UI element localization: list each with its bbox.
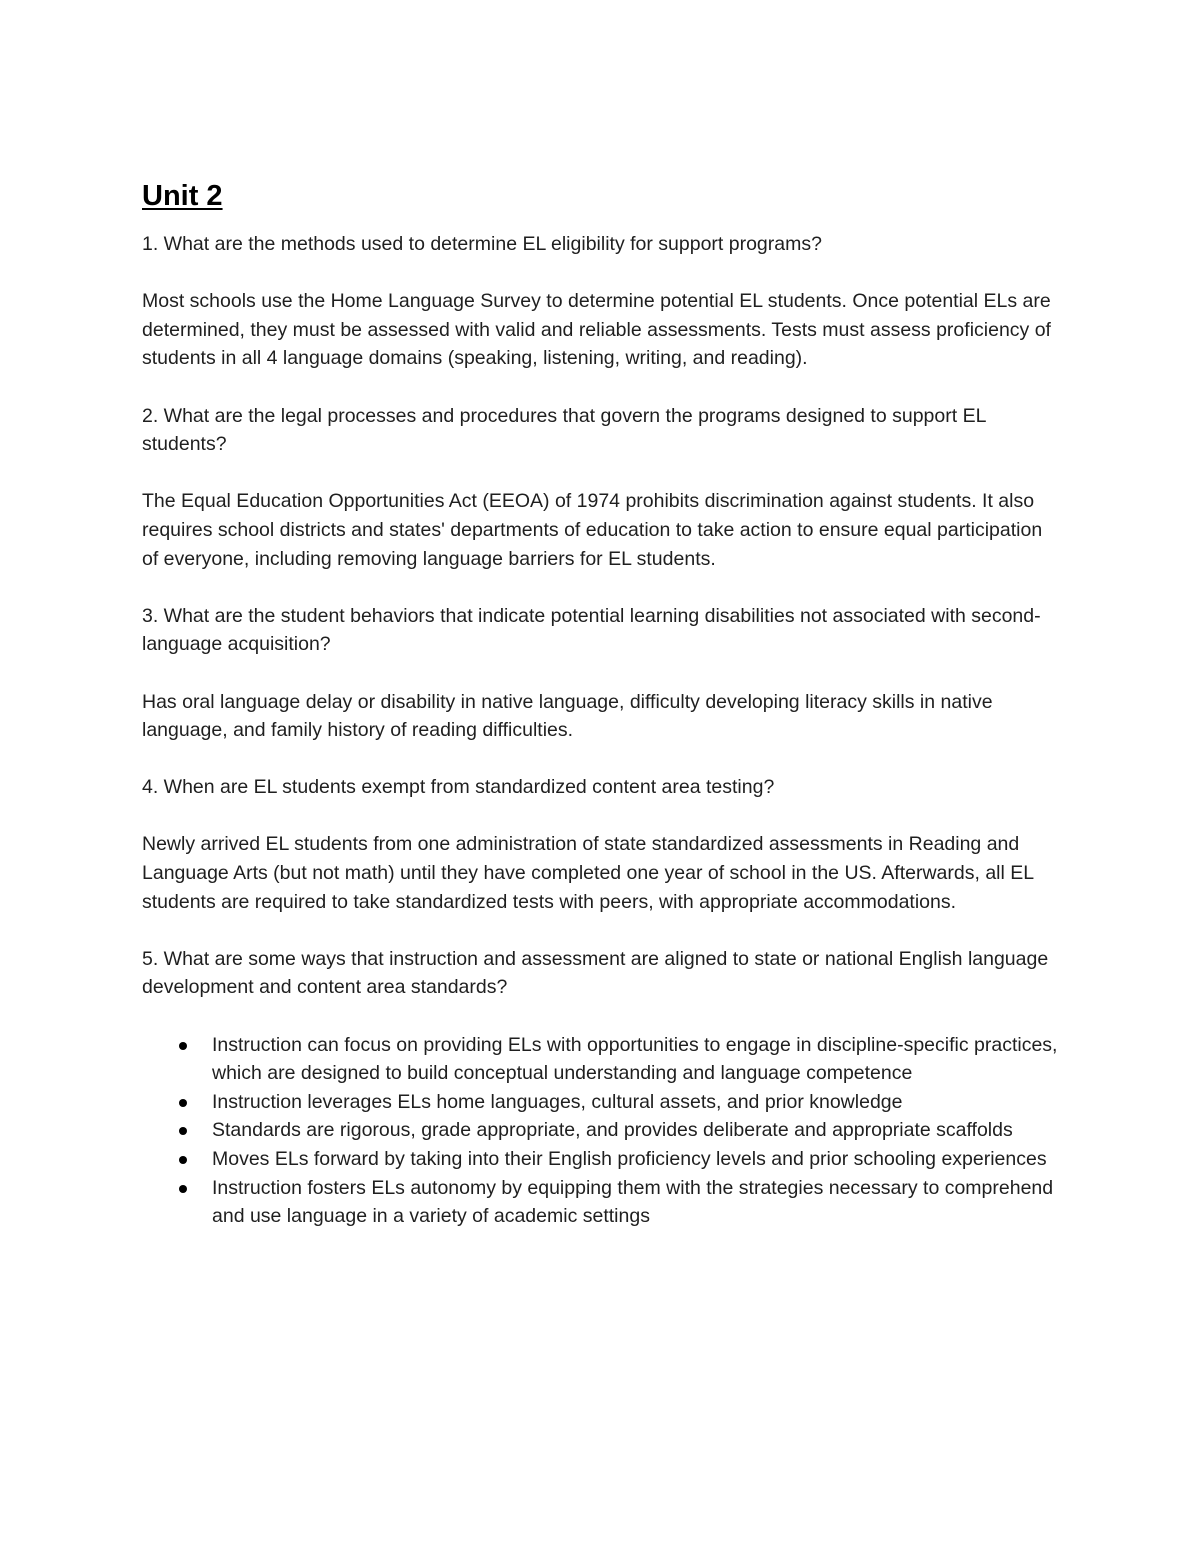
list-item-text: Instruction leverages ELs home languages, cultural assets, and prior knowledge bbox=[212, 1090, 903, 1113]
list-item bbox=[212, 1088, 1062, 1117]
list-item bbox=[212, 1031, 1062, 1088]
document-page bbox=[142, 176, 1062, 1231]
answer-4: Newly arrived EL students from one administration of state standardized assessments in Reading and Language Arts (but not math) until they have completed one year of school in the US. Afterwards, all EL students are required to take standardized tests with peers, with appropriate accommodations. bbox=[142, 833, 1034, 913]
question-1: 1. What are the methods used to determine EL eligibility for support programs? bbox=[142, 233, 822, 255]
question-4: 4. When are EL students exempt from standardized content area testing? bbox=[142, 776, 775, 799]
list-item-text: Instruction fosters ELs autonomy by equipping them with the strategies necessary to comprehend and use language in a variety of academic settings bbox=[212, 1176, 1054, 1228]
bullet-icon bbox=[179, 1042, 187, 1050]
answer-2: The Equal Education Opportunities Act (EEOA) of 1974 prohibits discrimination against students. It also requires school districts and states' departments of education to take action to ensure equal participation of everyone, including removing language barriers for EL students. bbox=[142, 490, 1043, 570]
bullet-icon bbox=[179, 1099, 187, 1107]
list-item-text: Moves ELs forward by taking into their English proficiency levels and prior schooling experiences bbox=[212, 1148, 1047, 1170]
list-item-text: Instruction can focus on providing ELs with opportunities to engage in discipline-specific practices, which are designed to build conceptual understanding and language competence bbox=[212, 1033, 1058, 1085]
document-title: Unit 2 bbox=[142, 180, 223, 212]
bullet-icon bbox=[179, 1185, 187, 1193]
answer-5-bullet-list bbox=[142, 1031, 1062, 1231]
question-5: 5. What are some ways that instruction and assessment are aligned to state or national English language development and content area standards? bbox=[142, 947, 1049, 999]
bullet-icon bbox=[179, 1156, 187, 1164]
list-item-text: Standards are rigorous, grade appropriate, and provides deliberate and appropriate scaffolds bbox=[212, 1119, 1013, 1142]
list-item bbox=[212, 1145, 1062, 1174]
list-item bbox=[212, 1116, 1062, 1145]
answer-3: Has oral language delay or disability in native language, difficulty developing literacy skills in native language, and family history of reading difficulties. bbox=[142, 690, 993, 742]
list-item bbox=[212, 1174, 1062, 1231]
question-2: 2. What are the legal processes and procedures that govern the programs designed to support EL students? bbox=[142, 404, 986, 456]
question-3: 3. What are the student behaviors that indicate potential learning disabilities not associated with second-language acquisition? bbox=[142, 604, 1041, 656]
bullet-icon bbox=[179, 1127, 187, 1135]
answer-1: Most schools use the Home Language Survey to determine potential EL students. Once potential ELs are determined, they must be assessed with valid and reliable assessments. Tests must assess proficiency of students in all 4 language domains (speaking, listening, writing, and reading). bbox=[142, 290, 1051, 370]
